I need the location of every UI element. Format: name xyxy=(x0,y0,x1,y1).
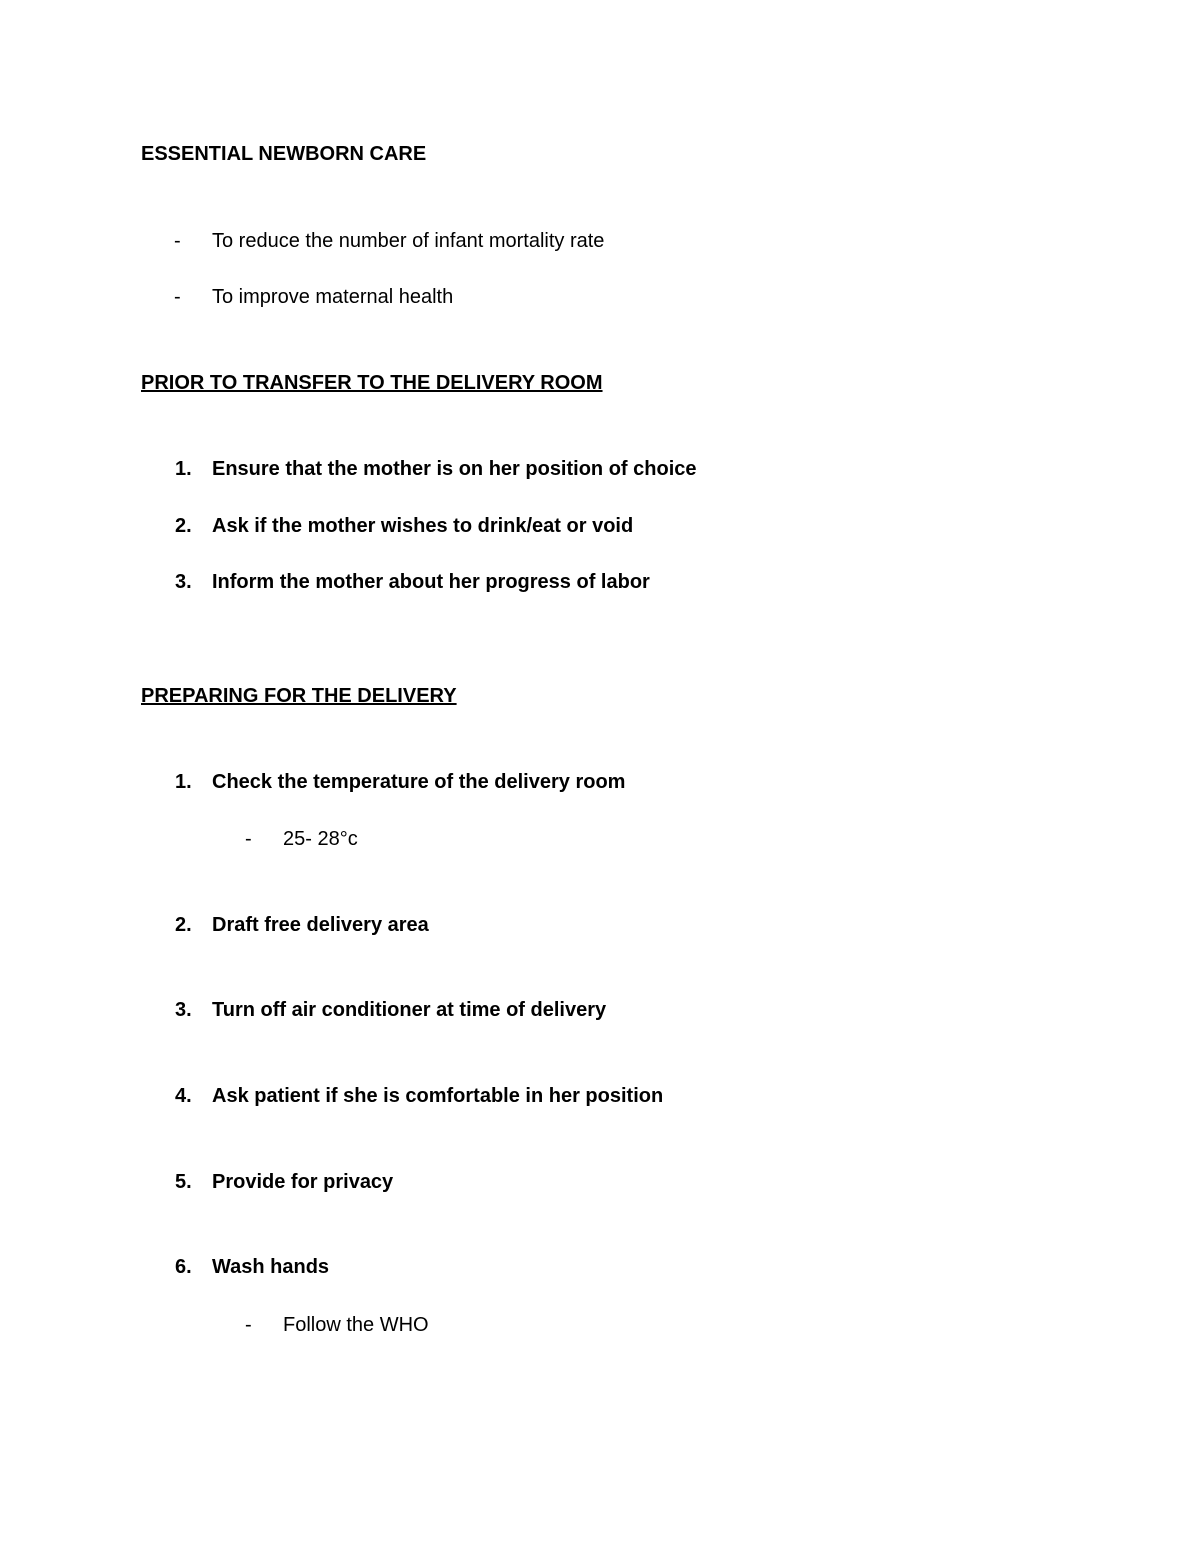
list-item-number: 6. xyxy=(175,1256,192,1278)
sub-bullet-text: Follow the WHO xyxy=(283,1314,429,1336)
list-item-text: Provide for privacy xyxy=(212,1171,394,1193)
list-item-text: Ask if the mother wishes to drink/eat or void xyxy=(212,515,634,537)
bullet-marker: - xyxy=(174,286,181,308)
list-item-number: 2. xyxy=(175,914,192,936)
list-item-text: Ask patient if she is comfortable in her position xyxy=(212,1085,664,1107)
list-item-number: 1. xyxy=(175,771,192,793)
section-heading-prior-transfer: PRIOR TO TRANSFER TO THE DELIVERY ROOM xyxy=(141,372,603,394)
sub-bullet-marker: - xyxy=(245,1314,252,1336)
sub-bullet-marker: - xyxy=(245,828,252,850)
section-heading-preparing-delivery: PREPARING FOR THE DELIVERY xyxy=(141,685,457,707)
list-item-number: 3. xyxy=(175,999,192,1021)
list-item-number: 4. xyxy=(175,1085,192,1107)
list-item-text: Check the temperature of the delivery room xyxy=(212,771,626,793)
sub-bullet-text: 25- 28°c xyxy=(283,828,358,850)
list-item-text: Draft free delivery area xyxy=(212,914,429,936)
document-title: ESSENTIAL NEWBORN CARE xyxy=(141,143,427,165)
list-item-text: Turn off air conditioner at time of delivery xyxy=(212,999,607,1021)
list-item-number: 5. xyxy=(175,1171,192,1193)
list-item-number: 3. xyxy=(175,571,192,593)
list-item-text: Inform the mother about her progress of labor xyxy=(212,571,650,593)
bullet-marker: - xyxy=(174,230,181,252)
list-item-number: 1. xyxy=(175,458,192,480)
list-item-text: Wash hands xyxy=(212,1256,330,1278)
list-item-text: Ensure that the mother is on her position of choice xyxy=(212,458,697,480)
intro-bullet-2: To improve maternal health xyxy=(212,286,454,308)
intro-bullet-1: To reduce the number of infant mortality rate xyxy=(212,230,605,252)
list-item-number: 2. xyxy=(175,515,192,537)
